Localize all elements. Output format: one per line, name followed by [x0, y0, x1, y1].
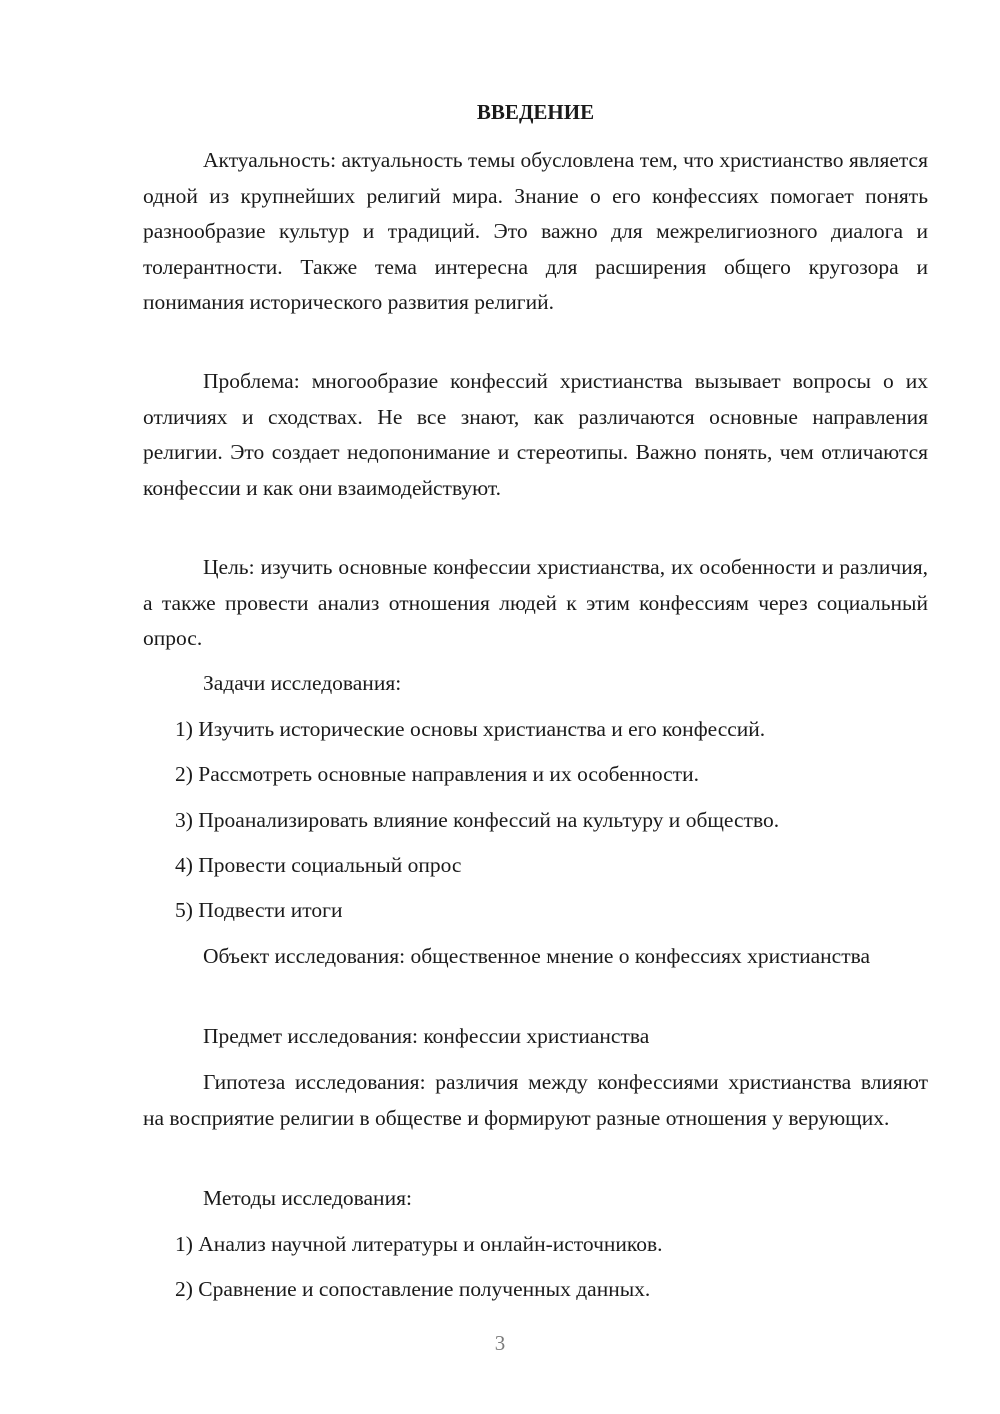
task-item-1: 1) Изучить исторические основы христианства и его конфессий.	[175, 717, 766, 741]
task-item-4: 4) Провести социальный опрос	[175, 853, 462, 877]
task-item-5: 5) Подвести итоги	[175, 898, 343, 922]
method-item-1: 1) Анализ научной литературы и онлайн-источников.	[175, 1232, 663, 1256]
task-item-2: 2) Рассмотреть основные направления и их особенности.	[175, 762, 699, 786]
object-paragraph: Объект исследования: общественное мнение о конфессиях христианства	[203, 944, 871, 968]
tasks-label: Задачи исследования:	[203, 671, 402, 695]
section-heading: ВВЕДЕНИЕ	[476, 100, 595, 124]
hypothesis-paragraph: Гипотеза исследования: различия между конфессиями христианства влияют на восприятие религии в обществе и формируют разные отношения у верующих.	[143, 1070, 928, 1130]
relevance-paragraph: Актуальность: актуальность темы обусловлена тем, что христианство является одной из крупнейших религий мира. Знание о его конфессиях помогает понять разнообразие культур и традиций. Это важно для межрелигиозного диалога и толерантности. Также тема интересна для расширения общего кругозора и понимания исторического развития религий.	[143, 148, 928, 314]
subject-paragraph: Предмет исследования: конфессии христианства	[203, 1024, 650, 1048]
method-item-2: 2) Сравнение и сопоставление полученных данных.	[175, 1277, 651, 1301]
page-number: 3	[494, 1331, 506, 1355]
goal-paragraph: Цель: изучить основные конфессии христианства, их особенности и различия, а также провести анализ отношения людей к этим конфессиям через социальный опрос.	[143, 555, 928, 650]
task-item-3: 3) Проанализировать влияние конфессий на культуру и общество.	[175, 808, 780, 832]
methods-label: Методы исследования:	[203, 1186, 412, 1210]
problem-paragraph: Проблема: многообразие конфессий христианства вызывает вопросы о их отличиях и сходствах. Не все знают, как различаются основные направления религии. Это создает недопонимание и стереотипы. Важно понять, чем отличаются конфессии и как они взаимодействуют.	[143, 369, 928, 500]
